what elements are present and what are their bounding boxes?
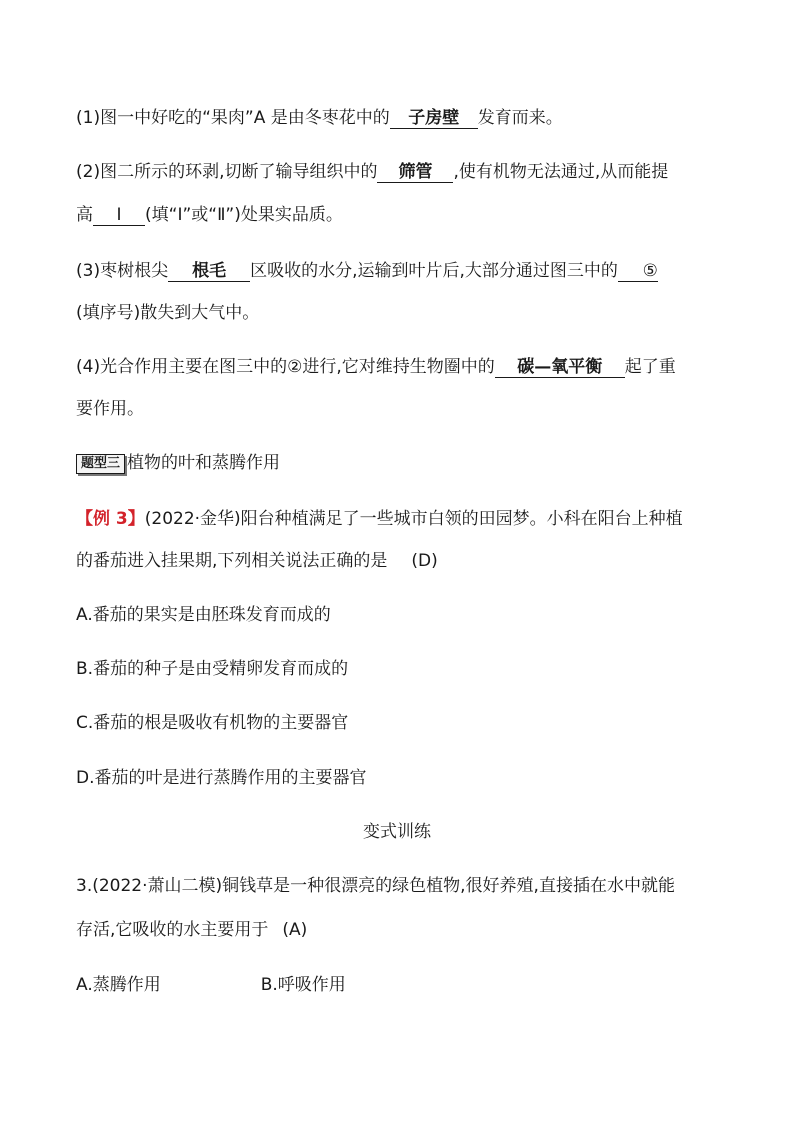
question-2-answer: 筛管	[377, 162, 453, 183]
training-question-3-line-2	[76, 918, 307, 942]
example-3-stem-1: (2022·金华)阳台种植满足了一些城市白领的田园梦。小科在阳台上种植	[144, 509, 683, 529]
question-3-text-middle: 区吸收的水分,运输到叶片后,大部分通过图三中的	[250, 261, 618, 281]
example-3-line-1	[76, 507, 683, 531]
question-2-line-1	[76, 160, 668, 184]
question-3-text: (3)枣树根尖	[76, 261, 169, 281]
example-3-line-2	[76, 549, 438, 573]
question-3-answer: 根毛	[168, 261, 250, 282]
training-question-3-answer: (A)	[282, 920, 308, 940]
example-3-label: 【例 3】	[76, 509, 145, 529]
example-3-option-b: B.番茄的种子是由受精卵发育而成的	[76, 659, 349, 679]
question-1-text: (1)图一中好吃的“果肉”A 是由冬枣花中的	[76, 108, 390, 128]
section-title: 植物的叶和蒸腾作用	[127, 453, 281, 473]
question-3-answer-2: ⑤	[618, 261, 658, 282]
question-2-answer-2: Ⅰ	[93, 205, 145, 226]
section-heading	[76, 451, 280, 475]
example-3-answer: (D)	[411, 551, 438, 571]
training-option-b: B.呼吸作用	[260, 975, 346, 995]
question-1	[76, 106, 563, 130]
training-question-3-stem-2: 存活,它吸收的水主要用于	[76, 920, 269, 940]
question-3-line-1	[76, 259, 658, 283]
question-3-line-2-text: (填序号)散失到大气中。	[76, 303, 260, 323]
question-4-line-1	[76, 355, 676, 379]
question-4-line-2	[76, 397, 144, 421]
question-2-line-2	[76, 203, 343, 227]
training-question-3-stem-1: 3.(2022·萧山二模)铜钱草是一种很漂亮的绿色植物,很好养殖,直接插在水中就能	[76, 876, 675, 896]
question-4-answer: 碳—氧平衡	[495, 357, 625, 378]
question-1-text-end: 发育而来。	[477, 108, 563, 128]
example-3-option-a: A.番茄的果实是由胚珠发育而成的	[76, 605, 331, 625]
question-4-line-2-text: 要作用。	[76, 399, 144, 419]
example-3-option-d: D.番茄的叶是进行蒸腾作用的主要器官	[76, 768, 367, 788]
question-3-line-2	[76, 301, 259, 325]
question-2-text: (2)图二所示的环剥,切断了输导组织中的	[76, 162, 378, 182]
training-question-3-line-1	[76, 874, 675, 898]
question-4-text: (4)光合作用主要在图三中的②进行,它对维持生物圈中的	[76, 357, 495, 377]
training-heading: 变式训练	[363, 822, 431, 842]
question-2-text-end: ,使有机物无法通过,从而能提	[453, 162, 669, 182]
training-option-a: A.蒸腾作用	[76, 975, 161, 995]
question-2-line-2-end: (填“Ⅰ”或“Ⅱ”)处果实品质。	[145, 205, 343, 225]
example-3-option-c: C.番茄的根是吸收有机物的主要器官	[76, 713, 349, 733]
question-1-answer: 子房壁	[390, 108, 478, 129]
example-3-stem-2: 的番茄进入挂果期,下列相关说法正确的是	[76, 551, 388, 571]
section-tag: 题型三	[76, 454, 125, 474]
question-2-line-2-start: 高	[76, 205, 93, 225]
training-question-3-options	[76, 973, 346, 997]
question-4-text-end: 起了重	[624, 357, 676, 377]
